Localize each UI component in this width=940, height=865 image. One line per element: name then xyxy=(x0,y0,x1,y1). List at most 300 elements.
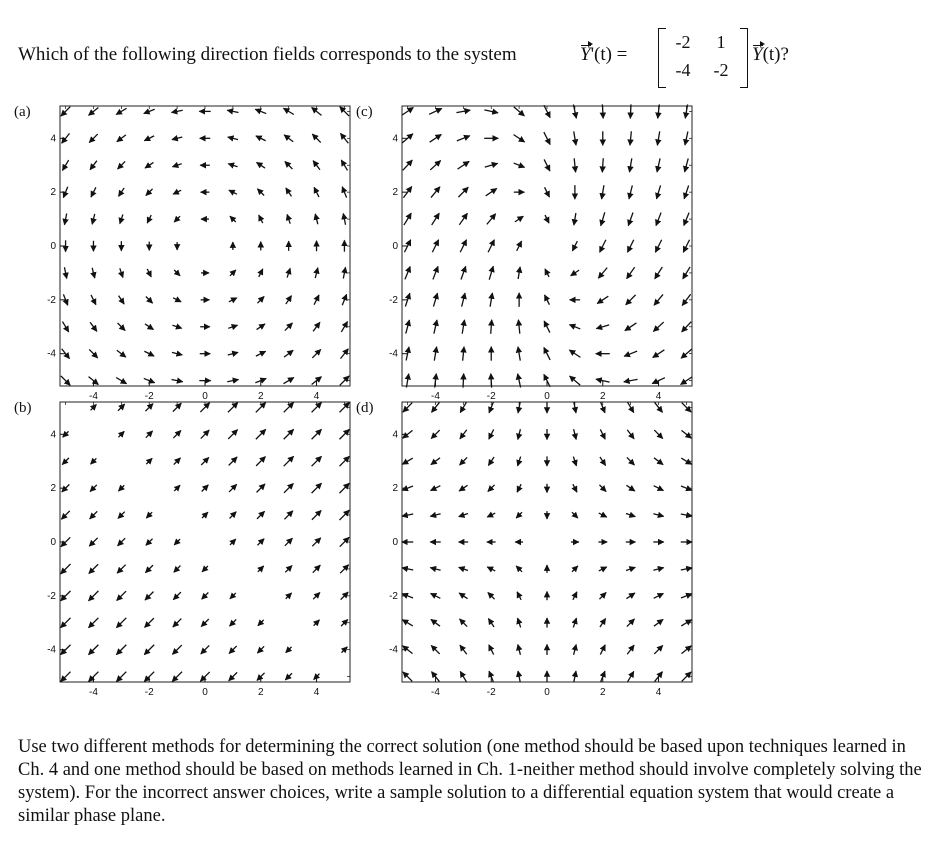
x-tick-label: -4 xyxy=(431,687,440,698)
panel-label-c: (c) xyxy=(356,104,373,120)
field-arrow xyxy=(172,672,182,682)
field-arrow xyxy=(286,593,292,599)
y-tick-label: -2 xyxy=(389,590,398,602)
y-tick-label: -2 xyxy=(389,294,398,306)
field-arrow xyxy=(341,322,347,332)
plot-frame xyxy=(60,106,350,386)
field-arrow xyxy=(229,298,237,302)
field-arrow xyxy=(514,163,525,167)
field-arrow xyxy=(433,266,438,279)
field-arrow xyxy=(287,268,290,277)
plot-frame xyxy=(60,402,350,682)
field-arrow xyxy=(574,645,577,655)
field-arrow xyxy=(286,188,292,196)
field-arrow xyxy=(89,591,99,601)
field-arrow xyxy=(173,619,181,627)
field-arrow xyxy=(653,350,665,358)
field-arrow xyxy=(544,132,550,145)
y-tick-label: 4 xyxy=(392,429,398,441)
field-arrow xyxy=(118,538,126,546)
field-arrow xyxy=(146,296,153,303)
field-arrow xyxy=(257,324,265,330)
x-tick-label: 2 xyxy=(599,391,606,402)
field-arrow xyxy=(171,379,182,381)
field-arrow xyxy=(488,457,494,465)
field-arrow xyxy=(174,270,180,276)
field-arrow xyxy=(174,458,181,465)
field-arrow xyxy=(654,645,662,653)
field-arrow xyxy=(173,431,181,439)
x-tick-label: -2 xyxy=(486,687,496,698)
field-arrow xyxy=(574,429,577,439)
field-arrow xyxy=(144,351,154,356)
field-arrow xyxy=(258,566,264,572)
matrix-entry-12: 1 xyxy=(716,32,726,52)
field-arrow xyxy=(284,350,293,357)
y-tick-label: -2 xyxy=(47,294,56,306)
field-arrow xyxy=(491,374,492,388)
field-arrow xyxy=(146,539,153,546)
field-arrow xyxy=(627,457,635,465)
field-arrow xyxy=(255,109,266,113)
field-arrow xyxy=(256,136,266,141)
x-tick-label: -2 xyxy=(486,391,496,402)
field-arrow xyxy=(61,564,71,574)
field-arrow xyxy=(518,429,521,439)
field-arrow xyxy=(544,347,550,360)
field-arrow xyxy=(228,164,237,167)
field-arrow xyxy=(284,511,292,519)
vector-y-symbol-rhs: Y xyxy=(752,44,763,65)
field-arrow xyxy=(627,619,635,627)
field-arrow xyxy=(486,188,497,195)
field-arrow xyxy=(431,486,441,491)
field-arrow xyxy=(600,429,605,439)
field-arrow xyxy=(89,538,97,546)
field-arrow xyxy=(596,325,609,329)
field-arrow xyxy=(202,512,208,518)
field-arrow xyxy=(459,567,468,570)
field-arrow xyxy=(256,351,266,356)
field-arrow xyxy=(570,376,581,385)
panel-label-b: (b) xyxy=(14,400,32,416)
field-arrow xyxy=(92,214,95,224)
field-arrow xyxy=(655,240,661,253)
field-arrow xyxy=(230,216,236,222)
field-arrow xyxy=(402,458,412,464)
field-arrow xyxy=(90,485,97,492)
field-arrow xyxy=(259,215,263,223)
field-arrow xyxy=(434,347,436,361)
direction-field-d xyxy=(362,396,702,708)
field-arrow xyxy=(342,294,346,305)
field-arrow xyxy=(458,161,470,169)
equation-lhs xyxy=(580,44,627,66)
field-arrow xyxy=(487,513,495,517)
field-arrow xyxy=(118,485,124,491)
direction-field-c xyxy=(362,100,702,412)
y-tick-label: 4 xyxy=(50,133,56,145)
field-arrow xyxy=(598,268,607,279)
field-arrow xyxy=(312,510,321,519)
field-arrow xyxy=(230,270,236,276)
field-arrow xyxy=(287,214,290,223)
field-arrow xyxy=(628,671,634,681)
x-tick-label: 2 xyxy=(257,391,264,402)
field-arrow xyxy=(228,352,238,355)
field-arrow xyxy=(202,566,208,572)
field-arrow xyxy=(430,514,440,517)
field-arrow xyxy=(404,213,411,225)
field-arrow xyxy=(64,213,66,224)
field-arrow xyxy=(64,267,66,278)
field-arrow xyxy=(490,293,492,307)
field-arrow xyxy=(463,347,464,361)
x-tick-label: 4 xyxy=(313,391,320,402)
field-arrow xyxy=(574,671,576,682)
field-arrow xyxy=(406,374,408,388)
field-arrow xyxy=(146,431,153,438)
field-arrow xyxy=(545,187,550,197)
field-arrow xyxy=(312,483,322,493)
field-arrow xyxy=(626,295,636,305)
field-arrow xyxy=(61,376,70,385)
field-arrow xyxy=(314,620,320,626)
field-arrow xyxy=(432,213,440,225)
field-arrow xyxy=(117,350,126,357)
field-arrow xyxy=(460,671,466,681)
field-arrow xyxy=(313,161,320,170)
field-arrow xyxy=(627,267,635,278)
x-tick-label: 4 xyxy=(655,391,662,402)
field-arrow xyxy=(654,430,662,438)
field-arrow xyxy=(573,484,577,492)
field-arrow xyxy=(488,485,495,492)
field-arrow xyxy=(489,266,493,279)
field-arrow xyxy=(228,137,238,140)
field-arrow xyxy=(544,159,550,171)
field-arrow xyxy=(489,645,494,655)
field-arrow xyxy=(626,593,634,599)
field-arrow xyxy=(315,214,318,224)
field-arrow xyxy=(229,484,237,492)
field-arrow xyxy=(173,592,181,600)
field-arrow xyxy=(544,321,550,333)
plot-frame xyxy=(402,106,692,386)
field-arrow xyxy=(229,646,237,654)
field-arrow xyxy=(654,486,664,491)
matrix-entry-21: -4 xyxy=(675,60,691,80)
field-arrow xyxy=(518,457,521,466)
field-arrow xyxy=(431,593,441,598)
field-arrow xyxy=(89,618,99,628)
field-arrow xyxy=(685,158,689,172)
field-arrow xyxy=(116,108,126,114)
field-arrow xyxy=(202,485,209,492)
x-tick-label: 0 xyxy=(544,391,550,402)
field-arrow xyxy=(406,320,410,334)
field-arrow xyxy=(230,512,237,519)
field-arrow xyxy=(201,645,209,653)
field-arrow xyxy=(491,320,492,334)
field-arrow xyxy=(314,295,319,305)
field-arrow xyxy=(286,647,292,653)
field-arrow xyxy=(517,592,521,600)
field-arrow xyxy=(402,514,413,516)
field-arrow xyxy=(120,268,123,277)
y-tick-label: 4 xyxy=(50,429,56,441)
y-tick-label: -4 xyxy=(47,348,56,360)
field-arrow xyxy=(230,619,237,626)
field-arrow xyxy=(653,322,663,331)
field-arrow xyxy=(624,379,638,382)
field-arrow xyxy=(626,567,635,570)
field-arrow xyxy=(572,566,578,572)
field-arrow xyxy=(89,645,99,655)
field-arrow xyxy=(227,110,238,112)
field-arrow xyxy=(683,240,689,253)
field-arrow xyxy=(61,618,71,628)
field-arrow xyxy=(144,109,155,113)
direction-field-a xyxy=(20,100,360,412)
field-arrow xyxy=(459,514,468,517)
field-arrow xyxy=(574,131,576,145)
field-arrow xyxy=(201,457,209,465)
field-arrow xyxy=(545,295,550,305)
field-arrow xyxy=(430,134,442,142)
field-arrow xyxy=(285,538,293,546)
field-arrow xyxy=(431,430,439,438)
field-arrow xyxy=(573,457,576,466)
field-arrow xyxy=(460,430,467,439)
field-arrow xyxy=(91,458,97,464)
field-arrow xyxy=(145,324,153,330)
field-arrow xyxy=(119,296,125,304)
field-arrow xyxy=(573,618,576,627)
field-arrow xyxy=(147,215,151,223)
field-arrow xyxy=(484,110,498,113)
field-arrow xyxy=(600,619,606,627)
field-arrow xyxy=(342,647,348,653)
field-arrow xyxy=(628,212,633,225)
field-arrow xyxy=(569,325,580,329)
field-arrow xyxy=(626,514,635,517)
field-arrow xyxy=(173,298,181,302)
field-arrow xyxy=(117,591,126,600)
field-arrow xyxy=(630,131,631,145)
field-arrow xyxy=(285,161,293,169)
y-tick-label: 2 xyxy=(392,483,398,495)
field-arrow xyxy=(285,323,293,331)
field-arrow xyxy=(654,593,664,598)
y-tick-label: 0 xyxy=(392,537,398,548)
field-arrow xyxy=(518,347,520,361)
field-arrow xyxy=(283,378,293,384)
field-arrow xyxy=(658,104,660,118)
x-tick-label: 4 xyxy=(313,687,320,698)
field-arrow xyxy=(145,618,154,627)
field-arrow xyxy=(574,213,576,225)
field-arrow xyxy=(489,429,494,439)
instructions-paragraph: Use two different methods for determining the correct solution (one method should be based upon techniques learned in Ch. 4 and one method should be based on methods learned in Ch. 1-neither method should involve completely solving the system). For the incorrect answer choices, write a sample solution to a differential equation system that would create a similar phase plane. xyxy=(18,737,922,826)
field-arrow xyxy=(657,185,661,198)
field-arrow xyxy=(487,214,496,225)
field-arrow xyxy=(116,645,126,655)
y-tick-label: -4 xyxy=(389,644,398,656)
field-arrow xyxy=(341,619,348,626)
field-arrow xyxy=(460,457,468,465)
field-arrow xyxy=(118,404,125,411)
direction-field-b xyxy=(20,396,360,708)
panel-label-a: (a) xyxy=(14,104,31,120)
field-arrow xyxy=(257,539,264,546)
field-arrow xyxy=(312,349,320,357)
field-arrow xyxy=(653,514,663,517)
field-arrow xyxy=(313,322,320,331)
field-arrow xyxy=(459,485,467,491)
field-arrow xyxy=(257,189,264,196)
field-arrow xyxy=(342,187,346,198)
field-arrow xyxy=(518,645,521,655)
field-arrow xyxy=(62,322,68,332)
field-arrow xyxy=(174,566,181,573)
field-arrow xyxy=(313,565,321,573)
field-arrow xyxy=(457,136,470,141)
y-tick-label: -4 xyxy=(47,644,56,656)
field-arrow xyxy=(283,108,293,114)
field-arrow xyxy=(284,456,294,466)
field-arrow xyxy=(628,240,634,253)
field-arrow xyxy=(89,564,98,573)
field-arrow xyxy=(116,378,126,384)
field-arrow xyxy=(341,160,347,170)
field-arrow xyxy=(91,187,96,197)
field-arrow xyxy=(172,352,182,355)
matrix-right-bracket xyxy=(740,28,748,88)
x-tick-label: -2 xyxy=(144,391,154,402)
x-tick-label: -4 xyxy=(431,391,440,402)
field-arrow xyxy=(146,458,152,464)
field-arrow xyxy=(201,619,209,627)
field-arrow xyxy=(284,135,293,142)
y-tick-label: 0 xyxy=(50,537,56,548)
field-arrow xyxy=(284,429,294,439)
field-arrow xyxy=(517,241,522,251)
field-arrow xyxy=(173,190,181,194)
rhs-rest: (t)? xyxy=(762,44,789,65)
field-arrow xyxy=(624,351,637,356)
field-arrow xyxy=(257,162,265,168)
field-arrow xyxy=(518,374,521,388)
field-arrow xyxy=(172,645,181,654)
field-arrow xyxy=(89,349,97,357)
y-tick-label: 0 xyxy=(50,241,56,252)
field-arrow xyxy=(285,673,292,680)
field-arrow xyxy=(116,618,126,628)
field-arrow xyxy=(174,216,180,222)
field-arrow xyxy=(434,320,437,334)
field-arrow xyxy=(488,619,494,627)
field-arrow xyxy=(459,213,467,224)
field-arrow xyxy=(431,619,440,626)
field-arrow xyxy=(435,374,437,388)
field-arrow xyxy=(118,323,126,331)
field-arrow xyxy=(516,566,522,572)
field-arrow xyxy=(343,267,345,278)
y-tick-label: 0 xyxy=(392,241,398,252)
field-arrow xyxy=(286,296,292,304)
field-arrow xyxy=(545,215,549,223)
field-arrow xyxy=(685,131,688,145)
field-arrow xyxy=(625,323,637,331)
field-arrow xyxy=(684,213,689,226)
field-arrow xyxy=(683,267,690,279)
field-arrow xyxy=(571,270,579,276)
field-arrow xyxy=(315,268,318,278)
matrix-left-bracket xyxy=(658,28,666,88)
field-arrow xyxy=(655,267,663,279)
field-arrow xyxy=(597,296,608,303)
x-tick-label: -4 xyxy=(89,687,98,698)
y-tick-label: 2 xyxy=(50,187,56,199)
question-text: Which of the following direction fields corresponds to the system xyxy=(18,44,517,65)
field-arrow xyxy=(630,158,632,172)
field-arrow xyxy=(430,568,440,571)
field-arrow xyxy=(172,325,181,328)
field-arrow xyxy=(460,240,466,253)
x-tick-label: 0 xyxy=(202,391,208,402)
x-tick-label: 0 xyxy=(544,687,550,698)
field-arrow xyxy=(172,137,182,140)
field-arrow xyxy=(256,429,266,439)
field-arrow xyxy=(462,320,464,334)
y-tick-label: -4 xyxy=(389,348,398,360)
field-arrow xyxy=(92,268,95,278)
field-arrow xyxy=(430,161,440,170)
field-arrow xyxy=(172,164,181,167)
field-arrow xyxy=(518,618,521,627)
field-arrow xyxy=(653,568,663,571)
field-arrow xyxy=(117,135,126,142)
field-arrow xyxy=(259,269,263,277)
field-arrow xyxy=(599,485,606,492)
field-arrow xyxy=(626,485,634,491)
field-arrow xyxy=(433,293,437,306)
field-arrow xyxy=(89,134,97,142)
field-arrow xyxy=(684,186,688,199)
field-arrow xyxy=(403,160,413,170)
field-arrow xyxy=(657,158,660,172)
field-arrow xyxy=(569,350,580,357)
matrix-entry-22: -2 xyxy=(713,60,729,80)
field-arrow xyxy=(654,619,663,626)
field-arrow xyxy=(405,266,410,279)
field-arrow xyxy=(601,212,605,225)
field-arrow xyxy=(257,296,264,303)
field-arrow xyxy=(627,645,634,654)
field-arrow xyxy=(312,538,320,546)
field-arrow xyxy=(657,131,659,145)
y-tick-label: 2 xyxy=(392,187,398,199)
field-arrow xyxy=(629,185,632,199)
x-tick-label: -4 xyxy=(89,391,98,402)
field-arrow xyxy=(202,592,209,599)
field-arrow xyxy=(463,374,464,388)
field-arrow xyxy=(284,483,293,492)
y-tick-label: 2 xyxy=(50,483,56,495)
field-arrow xyxy=(518,267,520,279)
field-arrow xyxy=(144,136,154,141)
